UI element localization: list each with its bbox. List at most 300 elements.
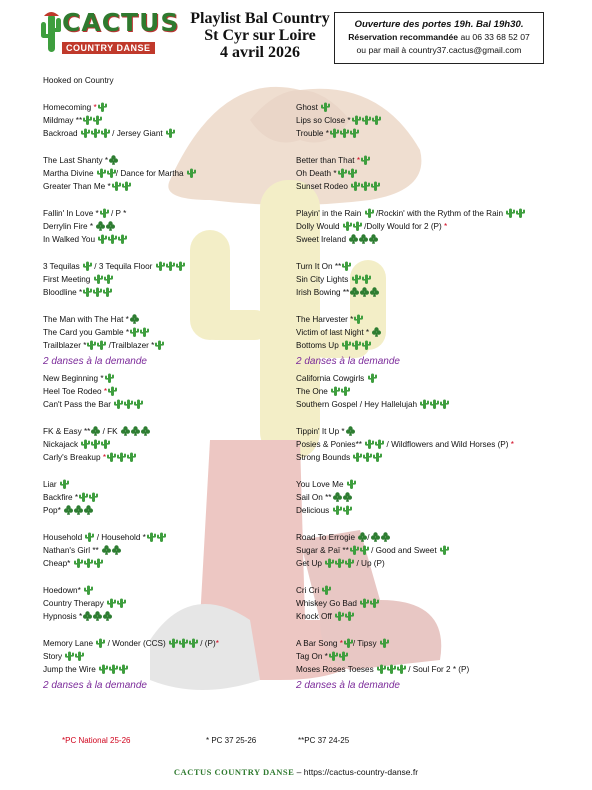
dance-text: Story <box>43 652 65 661</box>
cactus-icon <box>83 287 92 297</box>
dance-text: Playin' in the Rain <box>296 209 364 218</box>
national-star-marker: * <box>444 222 448 231</box>
dance-text: / Wonder (CCS) <box>105 639 168 648</box>
group-spacer <box>43 193 293 207</box>
cactus-icon <box>373 452 382 462</box>
dance-text: Lips so Close * <box>296 116 351 125</box>
dance-text: Backroad <box>43 129 80 138</box>
club-icon <box>371 532 380 542</box>
dance-text: Turn It On ** <box>296 262 342 271</box>
dance-text: Nickajack <box>43 440 81 449</box>
dance-text: California Cowgirls <box>296 374 367 383</box>
dance-text: Greater Than Me * <box>43 182 111 191</box>
cactus-icon <box>179 638 188 648</box>
cactus-icon <box>380 638 389 648</box>
cactus-icon <box>94 274 103 284</box>
cactus-icon <box>124 399 133 409</box>
group-spacer <box>296 299 586 313</box>
dance-entry <box>43 491 293 504</box>
cactus-icon <box>371 181 380 191</box>
group-spacer <box>43 140 293 154</box>
dance-entry <box>43 650 293 663</box>
dance-entry <box>43 451 293 464</box>
club-icon <box>381 532 390 542</box>
cactus-icon <box>351 181 360 191</box>
cactus-icon <box>343 505 352 515</box>
dance-entry <box>296 233 586 246</box>
dance-entry <box>43 207 293 220</box>
club-icon <box>96 221 105 231</box>
group-spacer <box>296 623 586 637</box>
dance-text: Heel Toe Rodeo <box>43 387 104 396</box>
dance-entry <box>43 286 293 299</box>
cactus-icon <box>89 492 98 502</box>
intro-dance: Hooked on Country <box>43 76 114 85</box>
dance-text: Mildmay ** <box>43 116 83 125</box>
cactus-icon <box>112 181 121 191</box>
cactus-icon <box>516 208 525 218</box>
dance-text: Hypnosis * <box>43 612 83 621</box>
club-icon <box>369 234 378 244</box>
cactus-icon <box>108 386 117 396</box>
title-line-2: St Cyr sur Loire <box>204 27 316 44</box>
dance-text: Delicious <box>296 506 332 515</box>
cactus-icon <box>122 181 131 191</box>
dance-text: The One <box>296 387 331 396</box>
dance-text: Road To Errogie <box>296 533 358 542</box>
club-icon <box>121 426 130 436</box>
national-star-marker: * <box>102 453 106 462</box>
dance-text: Country Therapy <box>43 599 107 608</box>
cactus-icon <box>93 287 102 297</box>
dance-text: /Rockin' with the Rythm of the Rain <box>373 209 506 218</box>
dance-text: / FK <box>100 427 120 436</box>
dance-entry <box>43 260 293 273</box>
group-spacer <box>296 464 586 478</box>
cactus-icon <box>440 399 449 409</box>
dance-entry <box>43 233 293 246</box>
dance-entry <box>43 385 293 398</box>
dance-text: / Soul For 2 * (P) <box>405 665 470 674</box>
dance-entry <box>296 154 586 167</box>
dance-entry <box>296 637 586 650</box>
cactus-icon <box>342 261 351 271</box>
cactus-icon <box>344 638 353 648</box>
dance-text: / Good and Sweet <box>368 546 439 555</box>
cactus-icon <box>166 128 175 138</box>
club-icon <box>333 492 342 502</box>
dance-entry <box>296 385 586 398</box>
cactus-icon <box>345 611 354 621</box>
dance-entry <box>296 220 586 233</box>
right-dance-list <box>296 87 586 696</box>
dance-text: / 3 Tequila Floor <box>92 262 155 271</box>
club-icon <box>346 426 355 436</box>
dances-on-request: 2 danses à la demande <box>43 680 147 691</box>
cactus-icon <box>176 261 185 271</box>
dance-entry <box>296 557 586 570</box>
dance-text: Nathan's Girl ** <box>43 546 101 555</box>
dance-entry <box>43 273 293 286</box>
club-icon <box>106 221 115 231</box>
dance-text: Sail On ** <box>296 493 332 502</box>
national-star-marker: * <box>103 387 108 396</box>
club-icon <box>109 155 118 165</box>
dance-entry <box>43 438 293 451</box>
left-dance-list <box>43 87 293 696</box>
national-star-marker: * <box>356 156 361 165</box>
national-star-marker: * <box>93 103 97 112</box>
cactus-icon <box>361 155 370 165</box>
dance-entry <box>296 326 586 339</box>
dance-entry <box>296 101 586 114</box>
dance-text: / Wildflowers and Wild Horses (P) <box>384 440 511 449</box>
dance-entry <box>43 663 293 676</box>
dance-entry <box>43 127 293 140</box>
legend-pc37-2526: * PC 37 25-26 <box>206 736 257 745</box>
dance-text: Household <box>43 533 85 542</box>
title-line-3: 4 avril 2026 <box>220 44 300 61</box>
club-icon <box>93 611 102 621</box>
page-title <box>180 10 340 61</box>
dance-text: Sweet Ireland <box>296 235 349 244</box>
cactus-icon <box>353 221 362 231</box>
dance-entry <box>296 372 586 385</box>
cactus-icon <box>365 208 374 218</box>
dance-text: Tag On * <box>296 652 328 661</box>
cactus-icon <box>440 545 449 555</box>
dance-text: Bloodline * <box>43 288 83 297</box>
dance-entry <box>43 610 293 623</box>
cactus-icon <box>335 611 344 621</box>
dance-entry <box>296 531 586 544</box>
logo-subtitle: COUNTRY DANSE <box>62 42 155 54</box>
dance-text: / <box>367 533 370 542</box>
club-icon <box>64 505 73 515</box>
dance-entry <box>296 286 586 299</box>
cactus-icon <box>377 664 386 674</box>
dance-entry <box>43 101 293 114</box>
cactus-icon <box>169 638 178 648</box>
dance-text: The Man with The Hat * <box>43 315 129 324</box>
dance-text: / (P) <box>197 639 216 648</box>
playlist-right-column <box>296 74 586 696</box>
club-icon <box>141 426 150 436</box>
footer-brand: CACTUS COUNTRY DANSE <box>173 767 295 777</box>
dance-entry <box>43 372 293 385</box>
dance-entry <box>43 154 293 167</box>
cactus-icon <box>333 505 342 515</box>
group-spacer <box>43 570 293 584</box>
dance-entry <box>43 167 293 180</box>
cactus-icon <box>360 598 369 608</box>
dance-text: / Household * <box>94 533 146 542</box>
dance-entry <box>296 544 586 557</box>
cactus-icon <box>343 221 352 231</box>
dance-entry <box>296 167 586 180</box>
cactus-icon <box>329 651 338 661</box>
dance-entry <box>296 478 586 491</box>
cactus-icon <box>189 638 198 648</box>
club-icon <box>359 234 368 244</box>
dance-text: Knock Off <box>296 612 335 621</box>
reservation-label: Réservation recommandée <box>348 32 459 42</box>
cactus-icon <box>397 664 406 674</box>
dance-text: Memory Lane <box>43 639 96 648</box>
cactus-icon <box>354 314 363 324</box>
cactus-icon <box>81 128 90 138</box>
cactus-icon <box>101 439 110 449</box>
dance-text: Liar <box>43 480 59 489</box>
dance-entry <box>43 544 293 557</box>
dance-text: FK & Easy ** <box>43 427 91 436</box>
cactus-icon <box>84 585 93 595</box>
dance-text: Ghost <box>296 103 321 112</box>
cactus-icon <box>352 115 361 125</box>
dance-entry <box>43 326 293 339</box>
cactus-icon <box>321 102 330 112</box>
reservation-email: ou par mail à country37.cactus@gmail.com <box>356 45 522 55</box>
cactus-icon <box>375 439 384 449</box>
dance-text: Dolly Would <box>296 222 342 231</box>
cactus-icon <box>156 261 165 271</box>
legend-pc37-2425: **PC 37 24-25 <box>298 736 350 745</box>
cactus-icon <box>352 340 361 350</box>
group-spacer <box>43 246 293 260</box>
opening-hours: Ouverture des portes 19h. Bal 19h30. <box>354 19 524 30</box>
cactus-icon <box>166 261 175 271</box>
cactus-icon <box>94 558 103 568</box>
club-icon <box>112 545 121 555</box>
dance-text: Hoedown* <box>43 586 84 595</box>
group-spacer <box>296 570 586 584</box>
cactus-icon <box>387 664 396 674</box>
cactus-icon <box>363 452 372 462</box>
club-icon <box>370 287 379 297</box>
cactus-icon <box>100 208 109 218</box>
cactus-icon <box>430 399 439 409</box>
club-icon <box>349 234 358 244</box>
cactus-icon <box>108 234 117 244</box>
dance-entry <box>296 504 586 517</box>
cactus-icon <box>103 287 112 297</box>
cactus-icon <box>98 234 107 244</box>
dance-text: First Meeting <box>43 275 93 284</box>
club-icon <box>74 505 83 515</box>
dance-entry <box>43 637 293 650</box>
dance-text: / Jersey Giant <box>109 129 165 138</box>
cactus-icon <box>60 479 69 489</box>
cactus-icon <box>83 261 92 271</box>
cactus-icon <box>352 274 361 284</box>
dance-text: Derrylin Fire * <box>43 222 96 231</box>
dance-text: Trouble * <box>296 129 329 138</box>
dance-text: Cri Cri <box>296 586 322 595</box>
dance-text: Posies & Ponies** <box>296 440 365 449</box>
playlist-left-column <box>43 74 293 696</box>
cactus-icon <box>118 234 127 244</box>
cactus-icon <box>361 181 370 191</box>
cactus-icon <box>117 452 126 462</box>
cactus-icon <box>104 274 113 284</box>
dance-text: /Trailblazer * <box>106 341 155 350</box>
cactus-icon <box>147 532 156 542</box>
dance-entry <box>296 610 586 623</box>
club-icon <box>131 426 140 436</box>
cactus-icon <box>155 340 164 350</box>
logo-name: CACTUS <box>62 8 180 37</box>
dance-text: Tippin' It Up * <box>296 427 345 436</box>
group-spacer <box>43 464 293 478</box>
cactus-icon <box>65 651 74 661</box>
dance-entry <box>296 207 586 220</box>
dance-text: Southern Gospel / Hey Hallelujah <box>296 400 420 409</box>
club-icon <box>343 492 352 502</box>
club-icon <box>83 611 92 621</box>
dances-on-request: 2 danses à la demande <box>296 356 400 367</box>
cactus-icon <box>74 558 83 568</box>
legend-pc-national: *PC National 25-26 <box>62 736 131 745</box>
cactus-icon <box>93 115 102 125</box>
dance-text: Cheap* <box>43 559 73 568</box>
group-spacer <box>43 517 293 531</box>
reservation-phone: au 06 33 68 52 07 <box>458 32 530 42</box>
cactus-icon <box>368 373 377 383</box>
club-icon <box>91 426 100 436</box>
cactus-icon <box>83 115 92 125</box>
cactus-country-danse-logo <box>40 8 180 58</box>
dance-text: Martha Divine <box>43 169 96 178</box>
cactus-icon <box>105 373 114 383</box>
cactus-icon <box>187 168 196 178</box>
cactus-icon <box>130 327 139 337</box>
dance-entry <box>296 425 586 438</box>
cactus-icon <box>109 664 118 674</box>
dance-text: Oh Death * <box>296 169 337 178</box>
dance-entry <box>43 478 293 491</box>
dance-entry <box>296 597 586 610</box>
cactus-icon <box>98 102 107 112</box>
title-line-1: Playlist Bal Country <box>190 10 330 27</box>
cactus-icon <box>134 399 143 409</box>
group-spacer <box>43 623 293 637</box>
dance-text: Jump the Wire <box>43 665 99 674</box>
club-icon <box>84 505 93 515</box>
dances-on-request: 2 danses à la demande <box>43 356 147 367</box>
cactus-icon <box>506 208 515 218</box>
group-spacer <box>43 411 293 425</box>
cactus-icon <box>107 598 116 608</box>
cactus-icon <box>107 452 116 462</box>
group-spacer <box>296 87 586 101</box>
dance-text: Pop* <box>43 506 64 515</box>
cactus-icon <box>341 386 350 396</box>
cactus-icon <box>338 168 347 178</box>
cactus-icon <box>365 439 374 449</box>
info-box <box>334 12 544 64</box>
national-star-marker: * <box>215 639 219 648</box>
dance-entry <box>296 398 586 411</box>
cactus-icon <box>322 585 331 595</box>
reservation-line <box>335 31 543 44</box>
group-spacer <box>296 140 586 154</box>
club-icon <box>360 287 369 297</box>
club-icon <box>103 611 112 621</box>
dance-text: Bottoms Up <box>296 341 342 350</box>
cactus-icon <box>350 128 359 138</box>
cactus-icon <box>117 598 126 608</box>
dance-text: Sin City Lights <box>296 275 351 284</box>
cactus-icon <box>345 558 354 568</box>
dance-entry <box>296 451 586 464</box>
cactus-icon <box>114 399 123 409</box>
dance-text: New Beginning * <box>43 374 104 383</box>
group-spacer <box>296 246 586 260</box>
dance-text: Moses Roses Toeses <box>296 665 376 674</box>
dance-entry <box>296 584 586 597</box>
dance-text: / Tipsy <box>352 639 379 648</box>
dance-entry <box>296 127 586 140</box>
cactus-icon <box>91 439 100 449</box>
dance-text: / Dance for Martha <box>115 169 186 178</box>
group-spacer <box>43 87 293 101</box>
dance-text: Strong Bounds <box>296 453 353 462</box>
cactus-icon <box>75 651 84 661</box>
cactus-icon <box>353 452 362 462</box>
cactus-icon <box>84 558 93 568</box>
dance-text: In Walked You <box>43 235 98 244</box>
dance-entry <box>43 597 293 610</box>
cactus-icon <box>342 340 351 350</box>
cactus-icon <box>362 274 371 284</box>
dance-entry <box>43 398 293 411</box>
cactus-icon <box>339 651 348 661</box>
dance-entry <box>43 339 293 352</box>
cactus-icon <box>101 128 110 138</box>
dance-entry <box>296 180 586 193</box>
dance-entry <box>43 180 293 193</box>
cactus-icon <box>97 168 106 178</box>
dance-text: Victim of last Night * <box>296 328 372 337</box>
cactus-icon <box>372 115 381 125</box>
dance-text: Get Up <box>296 559 325 568</box>
cactus-icon <box>157 532 166 542</box>
dance-entry <box>43 220 293 233</box>
cactus-icon <box>348 168 357 178</box>
cactus-icon <box>96 638 105 648</box>
dance-entry <box>43 114 293 127</box>
dance-text: A Bar Song <box>296 639 340 648</box>
cactus-icon <box>127 452 136 462</box>
dance-entry <box>296 491 586 504</box>
dance-text: The Last Shanty * <box>43 156 109 165</box>
dance-entry <box>43 504 293 517</box>
dance-entry <box>296 273 586 286</box>
dance-entry <box>296 663 586 676</box>
cactus-icon <box>79 492 88 502</box>
dance-entry <box>296 313 586 326</box>
dance-entry <box>43 313 293 326</box>
dance-text: You Love Me <box>296 480 346 489</box>
footer <box>0 767 592 777</box>
dance-text: /Dolly Would for 2 (P) <box>361 222 445 231</box>
club-icon <box>372 327 381 337</box>
cactus-icon <box>362 340 371 350</box>
dance-text: Whiskey Go Bad <box>296 599 360 608</box>
dance-entry <box>296 650 586 663</box>
dance-text: Sunset Rodeo <box>296 182 351 191</box>
cactus-icon <box>325 558 334 568</box>
